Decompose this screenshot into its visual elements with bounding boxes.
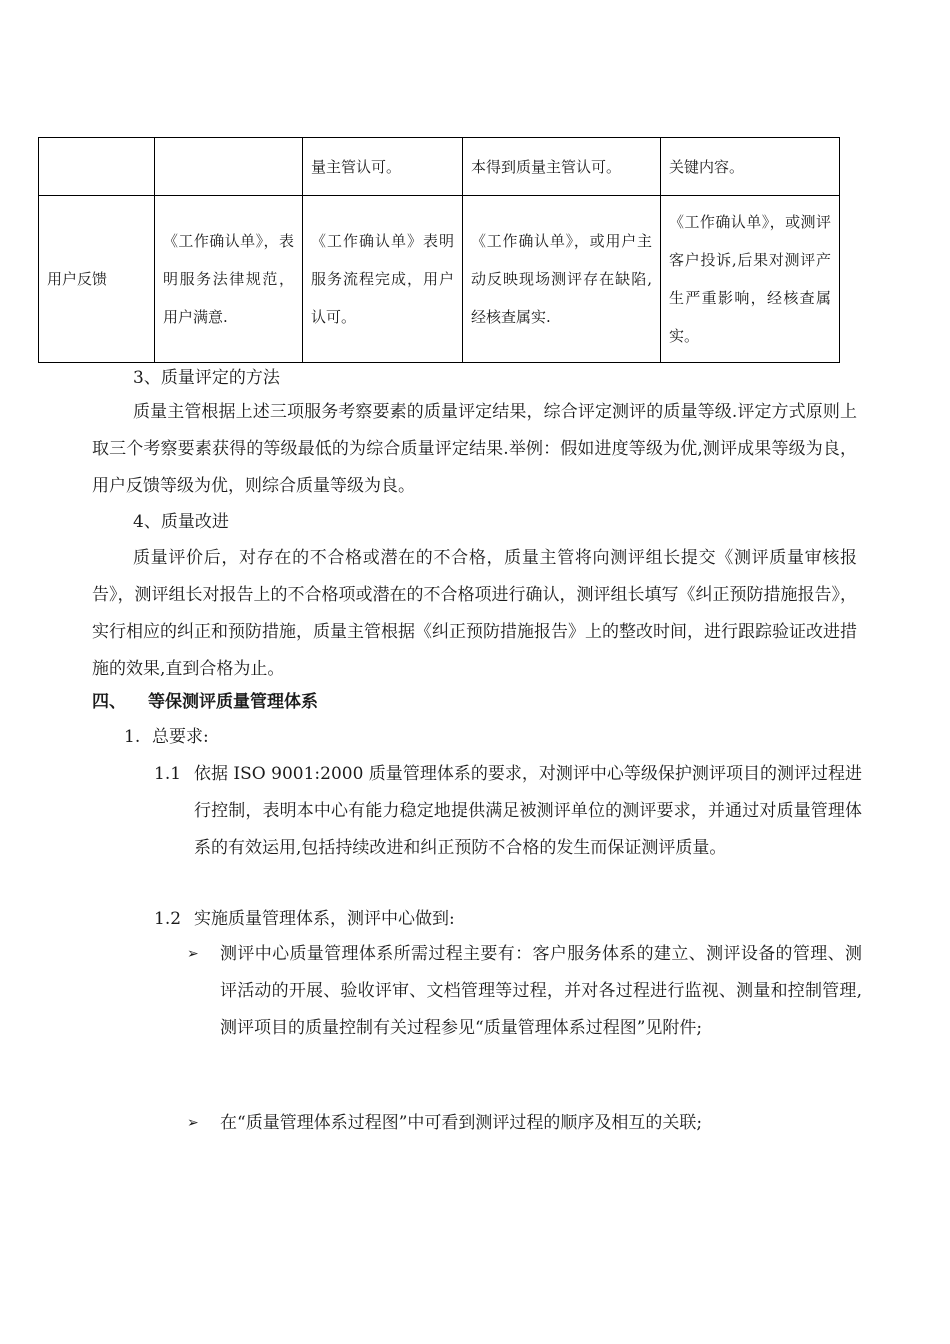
section-body: 质量评价后，对存在的不合格或潜在的不合格，质量主管将向测评组长提交《测评质量审核报告》，测评组长对报告上的不合格项或潜在的不合格项进行确认，测评组长填写《纠正预防措施报告》，实行相应的纠正和预防措施，质量主管根据《纠正预防措施报告》上的整改时间，进行跟踪验证改进措施的效果,直到合格为止。 — [92, 548, 857, 679]
table-cell — [39, 138, 155, 196]
item-number: 1. — [124, 727, 141, 747]
bullet-item: 测评中心质量管理体系所需过程主要有：客户服务体系的建立、测评设备的管理、测评活动的开展、验收评审、文档管理等过程，并对各过程进行监视、测量和控制管理,测评项目的质量控制有关过程参见“质量管理体系过程图”见附件; — [220, 944, 862, 1038]
section-heading: 4、质量改进 — [133, 512, 229, 532]
arrowhead-bullet-icon: ➢ — [187, 946, 199, 962]
table-row — [39, 138, 840, 196]
table-cell-user-feedback: 用户反馈 — [39, 196, 155, 363]
table-cell — [155, 138, 303, 196]
quality-criteria-table — [38, 137, 840, 363]
item-number: 1.1 — [154, 764, 182, 784]
arrowhead-bullet-icon: ➢ — [187, 1115, 199, 1131]
bullet-item: 在“质量管理体系过程图”中可看到测评过程的顺序及相互的关联; — [220, 1113, 703, 1133]
table-cell: 本得到质量主管认可。 — [463, 138, 661, 196]
table-cell: 量主管认可。 — [303, 138, 463, 196]
section-heading: 3、质量评定的方法 — [133, 368, 280, 388]
item-label: 总要求: — [152, 727, 209, 747]
item-number: 1.2 — [154, 909, 182, 929]
table-cell: 《工作确认单》，表明服务法律规范，用户满意. — [155, 196, 303, 363]
table-cell: 《工作确认单》表明服务流程完成，用户认可。 — [303, 196, 463, 363]
chapter-number: 四、 — [92, 692, 126, 712]
table-cell: 《工作确认单》，或用户主动反映现场测评存在缺陷,经核查属实. — [463, 196, 661, 363]
item-label: 实施质量管理体系，测评中心做到: — [194, 909, 455, 929]
chapter-title: 等保测评质量管理体系 — [148, 692, 318, 712]
item-body: 依据 ISO 9001:2000 质量管理体系的要求，对测评中心等级保护测评项目的测评过程进行控制，表明本中心有能力稳定地提供满足被测评单位的测评要求，并通过对质量管理体系的有效运用,包括持续改进和纠正预防不合格的发生而保证测评质量。 — [194, 764, 862, 858]
table-cell: 《工作确认单》，或测评客户投诉,后果对测评产生严重影响，经核查属实。 — [661, 196, 840, 363]
section-body: 质量主管根据上述三项服务考察要素的质量评定结果，综合评定测评的质量等级.评定方式原则上取三个考察要素获得的等级最低的为综合质量评定结果.举例：假如进度等级为优,测评成果等级为良，用户反馈等级为优，则综合质量等级为良。 — [92, 402, 857, 496]
table-cell: 关键内容。 — [661, 138, 840, 196]
table-row — [39, 196, 840, 363]
